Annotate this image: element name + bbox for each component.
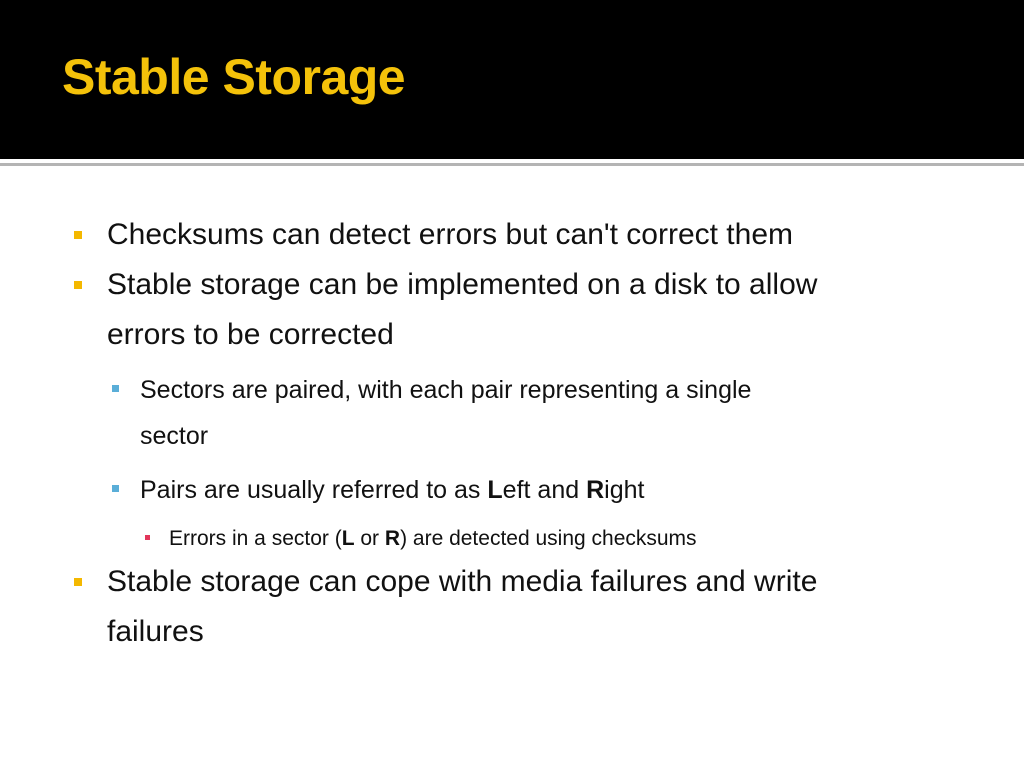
bullet-text-continued: failures (107, 615, 204, 648)
bullet-square-icon (74, 281, 82, 289)
sub-bullet-text-continued: sector (140, 422, 209, 450)
bullet-text: Checksums can detect errors but can't correct them (107, 218, 794, 251)
sub-bullet-text-part: ight (604, 476, 645, 504)
sub-bullet-square-icon (112, 385, 119, 392)
emphasis-letter-r: R (384, 527, 401, 550)
sub-bullet-text (140, 478, 644, 503)
sub-bullet-text-part: eft and (502, 476, 587, 504)
bullet-square-icon (74, 578, 82, 586)
sub-sub-bullet-text-part: Errors in a sector ( (169, 527, 342, 550)
sub-sub-bullet-text (169, 528, 697, 549)
slide-title: Stable Storage (62, 49, 406, 105)
bullet-text: Stable storage can cope with media failures and write (107, 565, 818, 598)
bullet-square-icon (74, 231, 82, 239)
sub-bullet-square-icon (112, 485, 119, 492)
sub-bullet-text-part: Pairs are usually referred to as (140, 476, 488, 504)
bullet-text: Stable storage can be implemented on a disk to allow (107, 268, 818, 301)
emphasis-letter-l: L (487, 476, 503, 504)
sub-sub-bullet-text-part: ) are detected using checksums (400, 527, 697, 550)
sub-sub-bullet-text-part: or (354, 527, 385, 550)
sub-sub-bullet-square-icon (145, 535, 150, 540)
bullet-text-continued: errors to be corrected (107, 318, 394, 351)
emphasis-letter-r: R (586, 476, 605, 504)
emphasis-letter-l: L (341, 527, 355, 550)
sub-bullet-text: Sectors are paired, with each pair representing a single (140, 376, 752, 404)
